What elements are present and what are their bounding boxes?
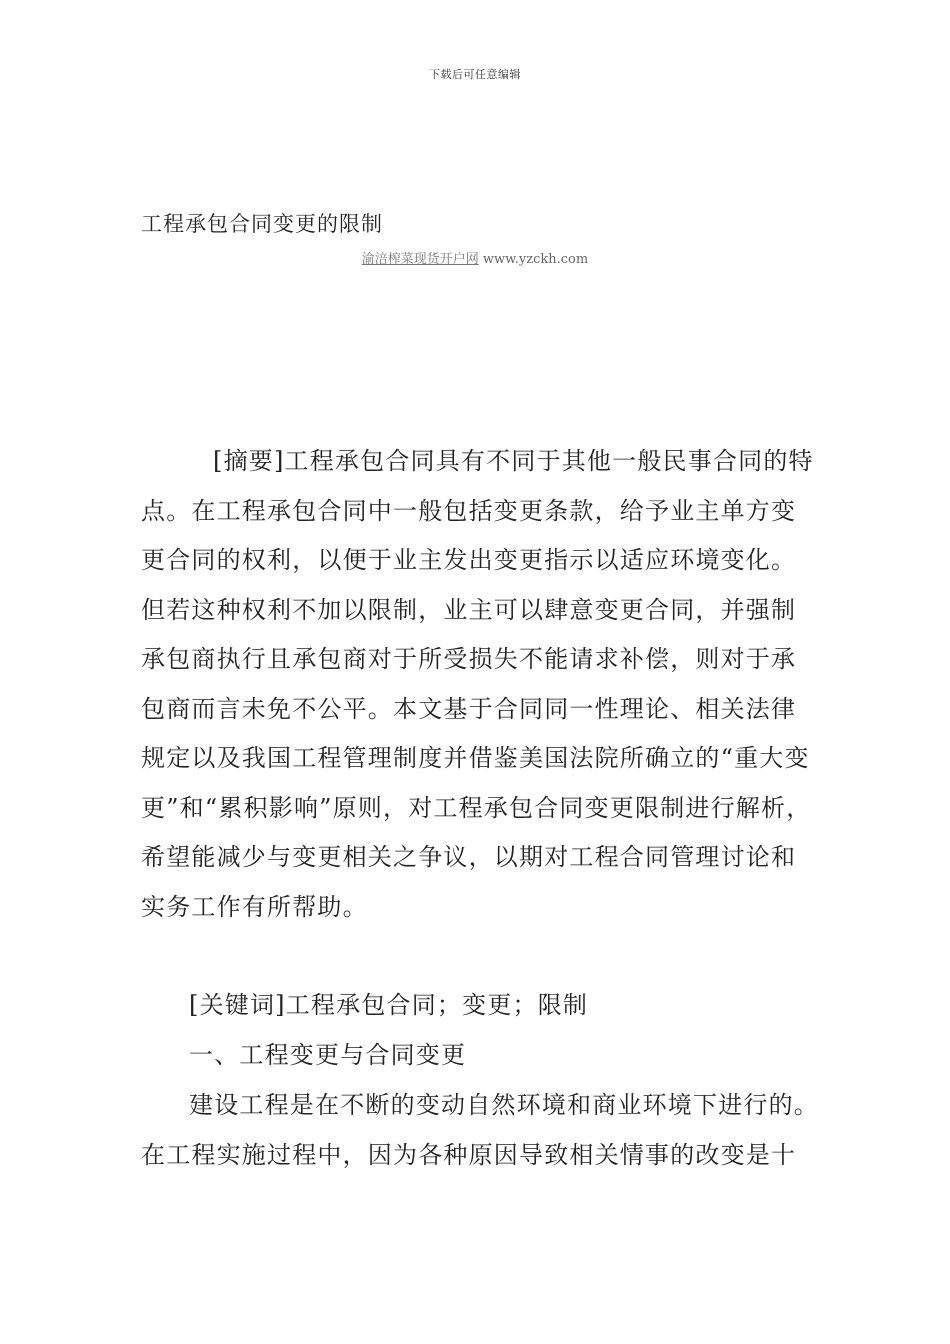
keywords-line: [关键词]工程承包合同；变更；限制 <box>189 991 589 1019</box>
source-link[interactable]: 渝涪榨菜现货开户网 <box>361 252 479 267</box>
source-line <box>0 248 950 267</box>
source-url: www.yzckh.com <box>478 252 589 267</box>
body-paragraph: 建设工程是在不断的变动自然环境和商业环境下进行的。在工程实施过程中，因为各种原因导致相关情事的改变是十 <box>141 1091 819 1169</box>
abstract-paragraph: [摘要]工程承包合同具有不同于其他一般民事合同的特点。在工程承包合同中一般包括变更条款，给予业主单方变更合同的权利，以便于业主发出变更指示以适应环境变化。但若这种权利不加以限制，业主可以肆意变更合同，并强制承包商执行且承包商对于所受损失不能请求补偿，则对于承包商而言未免不公平。本文基于合同同一性理论、相关法律规定以及我国工程管理制度并借鉴美国法院所确立的“重大变更”和“累积影响”原则，对工程承包合同变更限制进行解析，希望能减少与变更相关之争议，以期对工程合同管理讨论和实务工作有所帮助。 <box>141 447 814 921</box>
header-note: 下载后可任意编辑 <box>429 68 521 81</box>
document-title: 工程承包合同变更的限制 <box>141 212 383 236</box>
section-heading: 一、工程变更与合同变更 <box>189 1041 467 1069</box>
